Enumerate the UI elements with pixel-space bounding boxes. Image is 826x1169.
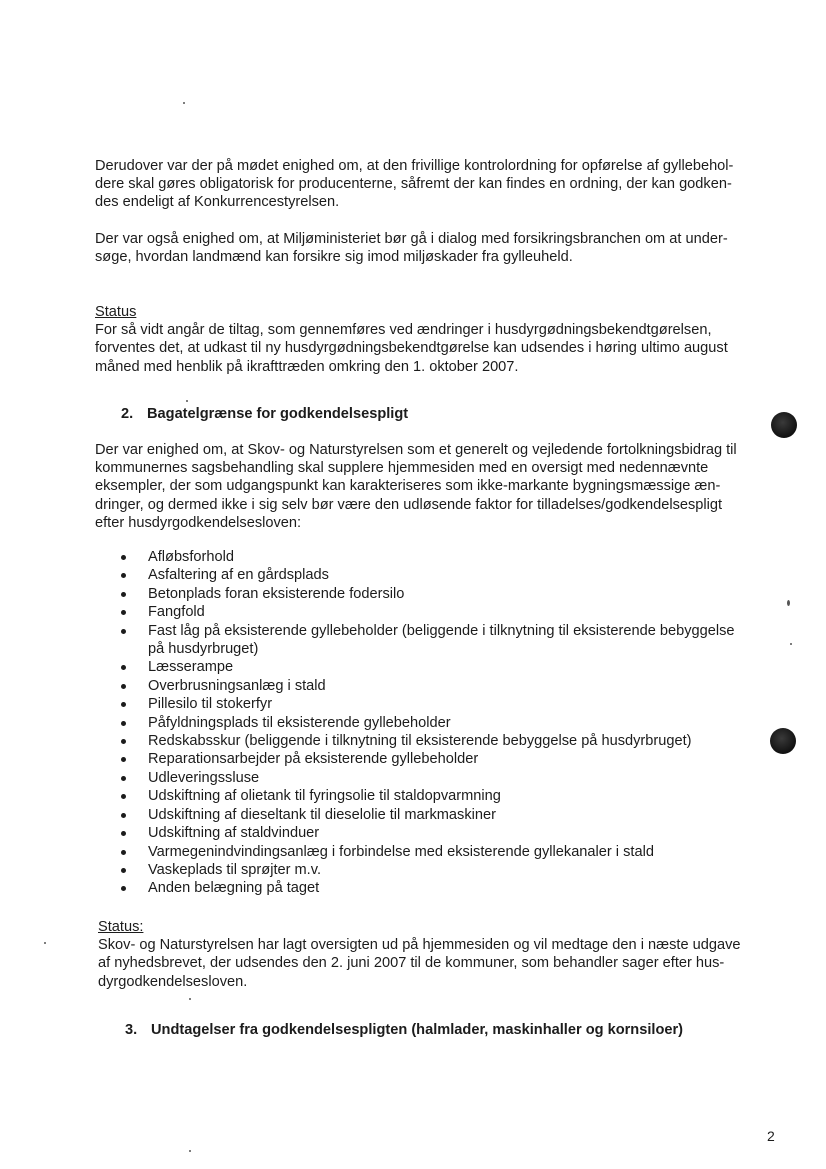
list-item-text: Vaskeplads til sprøjter m.v. xyxy=(148,861,322,878)
text-line: eksempler, der som udgangspunkt kan karakteriseres som ikke-markante bygningsmæssige æn- xyxy=(95,478,721,495)
text-line: søge, hvordan landmænd kan forsikre sig imod miljøskader fra gylleuheld. xyxy=(95,249,573,266)
list-item-text: Udskiftning af staldvinduer xyxy=(148,825,320,842)
bullet-icon xyxy=(121,813,126,818)
text-line: dere skal gøres obligatorisk for producenterne, såfremt der kan findes en ordning, der kan godken- xyxy=(95,176,732,193)
list-item-text: Fast låg på eksisterende gyllebeholder (beliggende i tilknytning til eksisterende bebyggelse xyxy=(148,622,735,639)
status-heading: Status xyxy=(95,304,137,320)
paragraph-kontrolordning xyxy=(95,157,785,212)
bullet-icon xyxy=(121,868,126,873)
list-item xyxy=(118,824,735,842)
status-heading: Status: xyxy=(98,919,144,935)
bullet-icon xyxy=(121,592,126,597)
list-item-text: Påfyldningsplads til eksisterende gyllebeholder xyxy=(148,714,451,731)
text-line: dyrgodkendelsesloven. xyxy=(98,973,248,990)
section-number: 3. xyxy=(125,1022,138,1038)
text-line: kommunernes sagsbehandling skal supplere hjemmesiden med en oversigt med nedennævnte xyxy=(95,460,709,477)
list-item xyxy=(118,861,735,879)
text-line: forventes det, at udkast til ny husdyrgødningsbekendtgørelse kan udsendes i høring ultimo august xyxy=(95,340,728,357)
bullet-icon xyxy=(121,684,126,689)
text-line: Der var også enighed om, at Miljøministeriet bør gå i dialog med forsikringsbranchen om at under- xyxy=(95,231,728,247)
text-line: af nyhedsbrevet, der udsendes den 2. juni 2007 til de kommuner, som behandler sager efter hus- xyxy=(98,955,725,972)
list-item-text: på husdyrbruget) xyxy=(148,641,259,658)
list-item-text: Pillesilo til stokerfyr xyxy=(148,696,273,713)
section-number: 2. xyxy=(121,406,134,422)
bullet-icon xyxy=(121,757,126,762)
list-item-text: Afløbsforhold xyxy=(148,549,234,565)
list-item xyxy=(118,769,735,787)
section-title: Undtagelser fra godkendelsespligten (halmlader, maskinhaller og kornsiloer) xyxy=(151,1022,684,1038)
list-item-text: Overbrusningsanlæg i stald xyxy=(148,677,326,694)
bullet-icon xyxy=(121,850,126,855)
text-line: Der var enighed om, at Skov- og Naturstyrelsen som et generelt og vejledende fortolkningsbidrag til xyxy=(95,442,737,458)
text-line: dringer, og dermed ikke i sig selv bør være den udløsende faktor for tilladelses/godkendelsespligt xyxy=(95,496,723,513)
list-item xyxy=(118,714,735,732)
list-item xyxy=(118,695,735,713)
scan-speck xyxy=(44,942,46,944)
punch-hole-mark xyxy=(770,728,796,754)
text-line: Skov- og Naturstyrelsen har lagt oversigten ud på hjemmesiden og vil medtage den i næste udgave xyxy=(98,937,741,954)
list-item xyxy=(118,622,735,640)
list-item xyxy=(118,732,735,750)
example-list xyxy=(118,548,735,898)
list-item-text: Reparationsarbejder på eksisterende gyllebeholder xyxy=(148,751,479,768)
list-item xyxy=(118,750,735,768)
bullet-icon xyxy=(121,555,126,560)
list-item xyxy=(118,566,735,584)
scan-speck xyxy=(189,998,191,1000)
list-item xyxy=(118,843,735,861)
section-2-intro xyxy=(95,441,785,532)
list-item-text: Udskiftning af dieseltank til dieselolie til markmaskiner xyxy=(148,806,496,823)
list-item xyxy=(118,806,735,824)
scan-speck xyxy=(787,600,790,606)
bullet-icon xyxy=(121,886,126,891)
punch-hole-mark xyxy=(771,412,797,438)
status-section-1 xyxy=(95,303,785,376)
bullet-icon xyxy=(121,629,126,634)
text-line: des endeligt af Konkurrencestyrelsen. xyxy=(95,194,340,211)
list-item-continuation xyxy=(118,640,735,658)
list-item-text: Udskiftning af olietank til fyringsolie til staldopvarmning xyxy=(148,788,501,805)
list-item-text: Udleveringssluse xyxy=(148,769,260,786)
bullet-icon xyxy=(121,794,126,799)
text-line: Derudover var der på mødet enighed om, at den frivillige kontrolordning for opførelse af gyllebehol- xyxy=(95,158,734,174)
list-item-text: Betonplads foran eksisterende fodersilo xyxy=(148,585,405,602)
status-section-2 xyxy=(98,918,788,991)
section-title: Bagatelgrænse for godkendelsespligt xyxy=(147,406,409,422)
list-item xyxy=(118,658,735,676)
bullet-icon xyxy=(121,702,126,707)
list-item-text: Asfaltering af en gårdsplads xyxy=(148,567,329,584)
list-item xyxy=(118,879,735,897)
bullet-icon xyxy=(121,739,126,744)
section-2-heading xyxy=(121,405,408,423)
paragraph-forsikring xyxy=(95,230,785,266)
list-item xyxy=(118,585,735,603)
list-item-text: Redskabsskur (beliggende i tilknytning til eksisterende bebyggelse på husdyrbruget) xyxy=(148,733,692,750)
text-line: For så vidt angår de tiltag, som gennemføres ved ændringer i husdyrgødningsbekendtgørelsen, xyxy=(95,322,712,339)
bullet-icon xyxy=(121,573,126,578)
list-item xyxy=(118,603,735,621)
scan-speck xyxy=(186,400,188,402)
bullet-icon xyxy=(121,665,126,670)
bullet-icon xyxy=(121,721,126,726)
section-3-heading xyxy=(125,1021,683,1039)
text-line: måned med henblik på ikrafttræden omkring den 1. oktober 2007. xyxy=(95,358,519,375)
list-item xyxy=(118,787,735,805)
scan-speck xyxy=(790,643,792,645)
list-item xyxy=(118,548,735,566)
text-line: efter husdyrgodkendelsesloven: xyxy=(95,514,302,531)
bullet-icon xyxy=(121,831,126,836)
list-item-text: Varmegenindvindingsanlæg i forbindelse med eksisterende gyllekanaler i stald xyxy=(148,843,654,860)
list-item-text: Fangfold xyxy=(148,604,205,621)
list-item-text: Læsserampe xyxy=(148,659,234,676)
list-item xyxy=(118,677,735,695)
bullet-icon xyxy=(121,610,126,615)
scan-speck xyxy=(189,1150,191,1152)
bullet-icon xyxy=(121,776,126,781)
list-item-text: Anden belægning på taget xyxy=(148,880,320,897)
scan-speck xyxy=(183,102,185,104)
page-number: 2 xyxy=(767,1128,775,1144)
